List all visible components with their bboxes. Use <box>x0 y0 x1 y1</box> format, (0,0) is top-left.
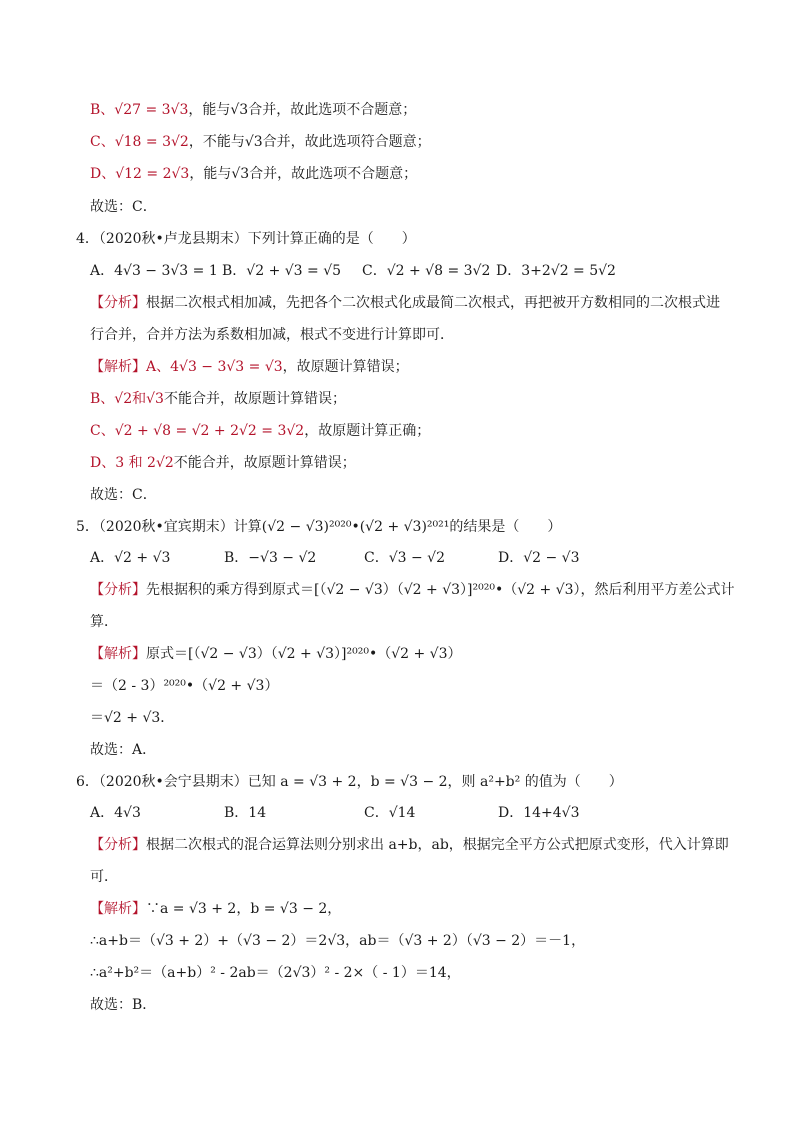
q5-option-a: A．√2 + √3 <box>90 550 171 566</box>
q4-option-b: B．√2 + √3 = √5 <box>222 263 342 279</box>
analysis-line: 【分析】根据二次根式相加减，先把各个二次根式化成最简二次根式，再把被开方数相同的二次根式进 <box>90 295 720 311</box>
solution-line: D、3 和 2√2不能合并，故原题计算错误； <box>90 455 356 471</box>
answer-line: C、√18 = 3√2，不能与√3合并，故此选项符合题意； <box>90 134 431 150</box>
solution-line: C、√2 + √8 = √2 + 2√2 = 3√2，故原题计算正确； <box>90 423 431 439</box>
q6-option-c: C．√14 <box>364 805 416 821</box>
solution-line: 【解析】原式＝[（√2 − √3）（√2 + √3）]²⁰²⁰•（√2 + √3） <box>90 646 462 662</box>
q4-option-a: A．4√3 − 3√3 = 1 <box>90 263 218 279</box>
solution-line: 【解析】∵a = √3 + 2，b = √3 − 2， <box>90 901 342 917</box>
solution-line: B、√2和√3不能合并，故原题计算错误； <box>90 391 346 407</box>
q6-option-a: A．4√3 <box>90 805 141 821</box>
analysis-line: 【分析】先根据积的乘方得到原式＝[（√2 − √3）（√2 + √3）]²⁰²⁰•（√2 + √3），然后利用平方差公式计 <box>90 582 735 598</box>
answer-choice-line: 故选：C． <box>90 199 157 215</box>
solution-line: ∴a+b＝（√3 + 2）+（√3 − 2）＝2√3，ab＝（√3 + 2）（√3 − 2）＝－1， <box>90 933 586 949</box>
analysis-line: 【分析】根据二次根式的混合运算法则分别求出 a+b，ab，根据完全平方公式把原式变形，代入计算即 <box>90 837 729 853</box>
analysis-line: 算． <box>90 614 118 630</box>
solution-line: 【解析】A、4√3 − 3√3 = √3，故原题计算错误； <box>90 359 409 375</box>
question-6-stem: 6．（2020秋•会宁县期末）已知 a = √3 + 2，b = √3 − 2，则 a²+b² 的值为（ ） <box>76 774 623 790</box>
answer-line: D、√12 = 2√3，能与√3合并，故此选项不合题意； <box>90 166 418 182</box>
solution-line: ∴a²+b²＝（a+b）² - 2ab＝（2√3）² - 2×（ - 1）＝14， <box>90 965 461 981</box>
q6-option-b: B．14 <box>224 805 267 821</box>
solution-line: ＝√2 + √3． <box>90 710 175 726</box>
answer-choice-line: 故选：A． <box>90 742 157 758</box>
analysis-line: 可． <box>90 869 118 885</box>
analysis-line: 行合并，合并方法为系数相加减，根式不变进行计算即可． <box>90 327 454 343</box>
q4-option-d: D．3+2√2 = 5√2 <box>496 263 616 279</box>
q5-option-c: C．√3 − √2 <box>364 550 445 566</box>
answer-choice-line: 故选：C． <box>90 487 157 503</box>
question-5-stem: 5．（2020秋•宜宾期末）计算(√2 − √3)²⁰²⁰•(√2 + √3)²⁰²¹的结果是（ ） <box>76 519 562 535</box>
q5-option-d: D．√2 − √3 <box>498 550 580 566</box>
answer-line: B、√27 = 3√3，能与√3合并，故此选项不合题意； <box>90 102 417 118</box>
q4-option-c: C．√2 + √8 = 3√2 <box>362 263 491 279</box>
question-4-stem: 4．（2020秋•卢龙县期末）下列计算正确的是（ ） <box>76 231 416 247</box>
q6-option-d: D．14+4√3 <box>498 805 580 821</box>
solution-line: ＝（2 - 3）²⁰²⁰•（√2 + √3） <box>90 678 279 694</box>
q5-option-b: B．−√3 − √2 <box>224 550 317 566</box>
answer-choice-line: 故选：B． <box>90 997 157 1013</box>
